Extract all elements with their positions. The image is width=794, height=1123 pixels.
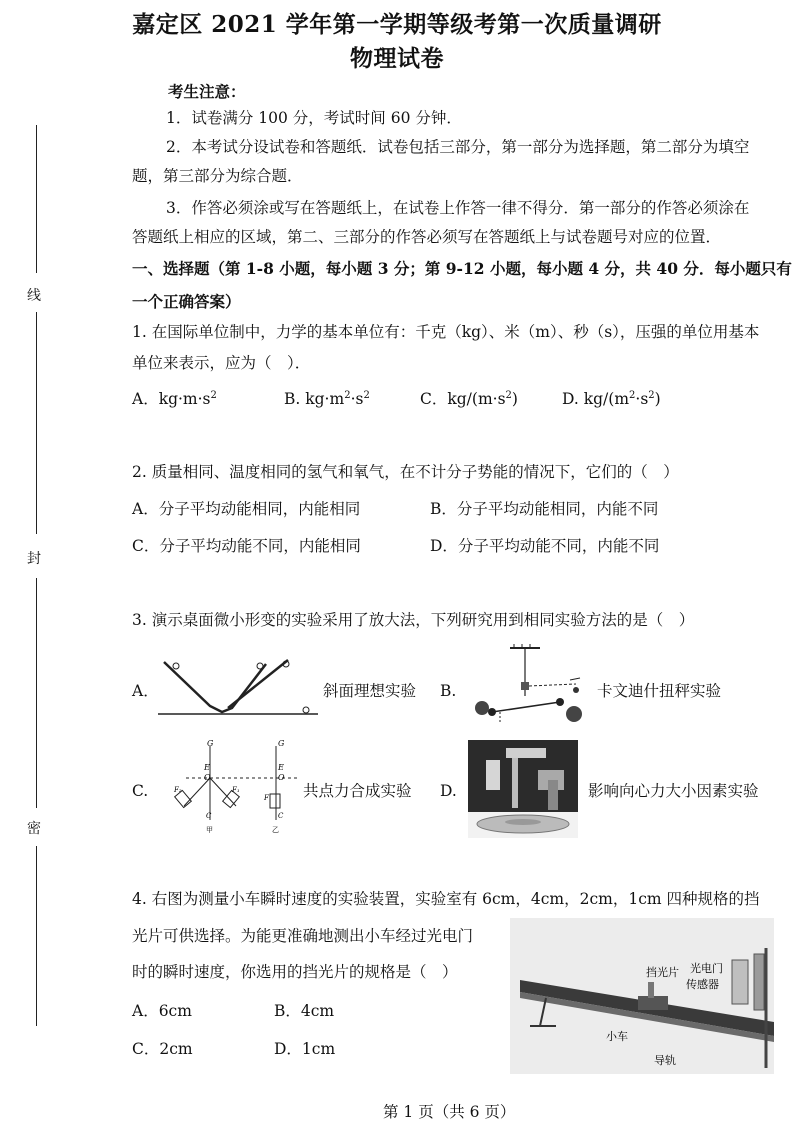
notice-item-3b: 答题纸上相应的区域，第二、三部分的作答必须写在答题纸上与试卷题号对应的位置． — [132, 228, 722, 246]
notice-item-1: 1．试卷满分 100 分，考试时间 60 分钟． — [166, 109, 462, 127]
label-cart: 小车 — [606, 1030, 628, 1043]
label-rail: 导轨 — [654, 1054, 676, 1067]
label-photogate: 光电门 — [690, 962, 723, 975]
q3-option-d-text: 影响向心力大小因素实验 — [588, 782, 759, 800]
q4-option-a: A．6cm — [132, 1002, 192, 1020]
q3-option-a-text: 斜面理想实验 — [323, 682, 417, 700]
q4-option-d: D．1cm — [274, 1040, 336, 1058]
notice-item-2a: 2．本考试分设试卷和答题纸．试卷包括三部分，第一部分为选择题，第二部分为填空 — [166, 138, 750, 156]
label-shade-piece: 挡光片 — [646, 966, 679, 979]
label-f2: F₂ — [174, 786, 182, 794]
label-e-2: E — [278, 763, 284, 772]
q1-option-a: A．$kg\cdot m\cdot s^2$ — [132, 390, 217, 409]
q1-option-d: D. $kg/(m^2\cdot s^2)$ — [562, 390, 661, 409]
section-heading-cont: 一个正确答案） — [132, 292, 241, 311]
binding-char-feng: 封 — [27, 551, 41, 567]
label-f1: F₁ — [232, 786, 240, 794]
q1-stem-cont: 单位来表示，应为（ ）． — [132, 354, 311, 372]
q2-option-a: A．分子平均动能相同，内能相同 — [132, 500, 361, 518]
q3-option-a-label: A． — [132, 682, 159, 700]
q2-option-b: B．分子平均动能相同，内能不同 — [430, 500, 659, 518]
q3-option-d-label: D. — [440, 782, 457, 800]
centripetal-force-photo — [468, 740, 578, 838]
binding-line — [36, 578, 37, 808]
q4-stem-cont2: 时的瞬时速度，你选用的挡光片的规格是（ ） — [132, 963, 458, 981]
q4-stem-cont: 光片可供选择。为能更准确地测出小车经过光电门 — [132, 927, 474, 945]
label-sensor: 传感器 — [686, 978, 719, 991]
torsion-balance-figure — [470, 644, 590, 726]
binding-char-xian: 线 — [27, 288, 41, 304]
label-c-1: C — [206, 812, 212, 820]
page-title: 嘉定区 2021 学年第一学期等级考第一次质量调研 — [132, 11, 662, 38]
label-e-1: E — [204, 763, 210, 772]
binding-line — [36, 125, 37, 273]
q4-option-b: B．4cm — [274, 1002, 335, 1020]
binding-line — [36, 846, 37, 1026]
section-heading: 一、选择题（第 1-8 小题，每小题 3 分；第 9-12 小题，每小题 4 分，共 40 分．每小题只有 — [132, 259, 792, 278]
label-o-2: O — [278, 773, 285, 782]
q4-stem: 4. 右图为测量小车瞬时速度的实验装置，实验室有 6cm，4cm，2cm，1cm 四种规格的挡 — [132, 890, 760, 908]
label-g-2: G — [278, 740, 285, 748]
notice-item-3a: 3．作答必须涂或写在答题纸上，在试卷上作答一律不得分．第一部分的作答必须涂在 — [166, 199, 750, 217]
label-g-1: G — [207, 740, 214, 748]
q2-option-d: D．分子平均动能不同，内能不同 — [430, 537, 660, 555]
q1-stem: 1. 在国际单位制中，力学的基本单位有：千克（kg）、米（m）、秒（s），压强的单位用基本 — [132, 323, 760, 341]
label-yi: 乙 — [272, 826, 279, 834]
q1-option-c: C．$kg/(m\cdot s^2)$ — [420, 390, 518, 409]
q3-option-b-label: B. — [440, 682, 457, 700]
label-jia: 甲 — [206, 826, 213, 834]
force-composition-figure — [166, 740, 300, 834]
binding-char-mi: 密 — [27, 821, 41, 837]
q3-stem: 3. 演示桌面微小形变的实验采用了放大法，下列研究用到相同实验方法的是（ ） — [132, 611, 695, 629]
notice-item-2b: 题，第三部分为综合题． — [132, 167, 303, 185]
q3-option-c-label: C. — [132, 782, 149, 800]
q2-option-c: C．分子平均动能不同，内能相同 — [132, 537, 361, 555]
page-number: 第 1 页（共 6 页） — [383, 1103, 516, 1121]
label-f: F — [264, 794, 269, 802]
binding-line — [36, 312, 37, 534]
q1-option-b: B. $kg\cdot m^2\cdot s^2$ — [284, 390, 370, 409]
label-c-2: C — [278, 812, 284, 820]
q3-option-c-text: 共点力合成实验 — [303, 782, 412, 800]
inclined-plane-figure — [158, 656, 318, 720]
q3-option-b-text: 卡文迪什扭秤实验 — [597, 682, 722, 700]
page-subtitle: 物理试卷 — [350, 45, 444, 72]
q4-option-c: C．2cm — [132, 1040, 193, 1058]
notice-heading: 考生注意： — [168, 82, 246, 101]
photogate-figure — [510, 918, 774, 1074]
label-o-1: O — [204, 773, 211, 782]
q2-stem: 2. 质量相同、温度相同的氢气和氧气，在不计分子势能的情况下，它们的（ ） — [132, 463, 679, 481]
